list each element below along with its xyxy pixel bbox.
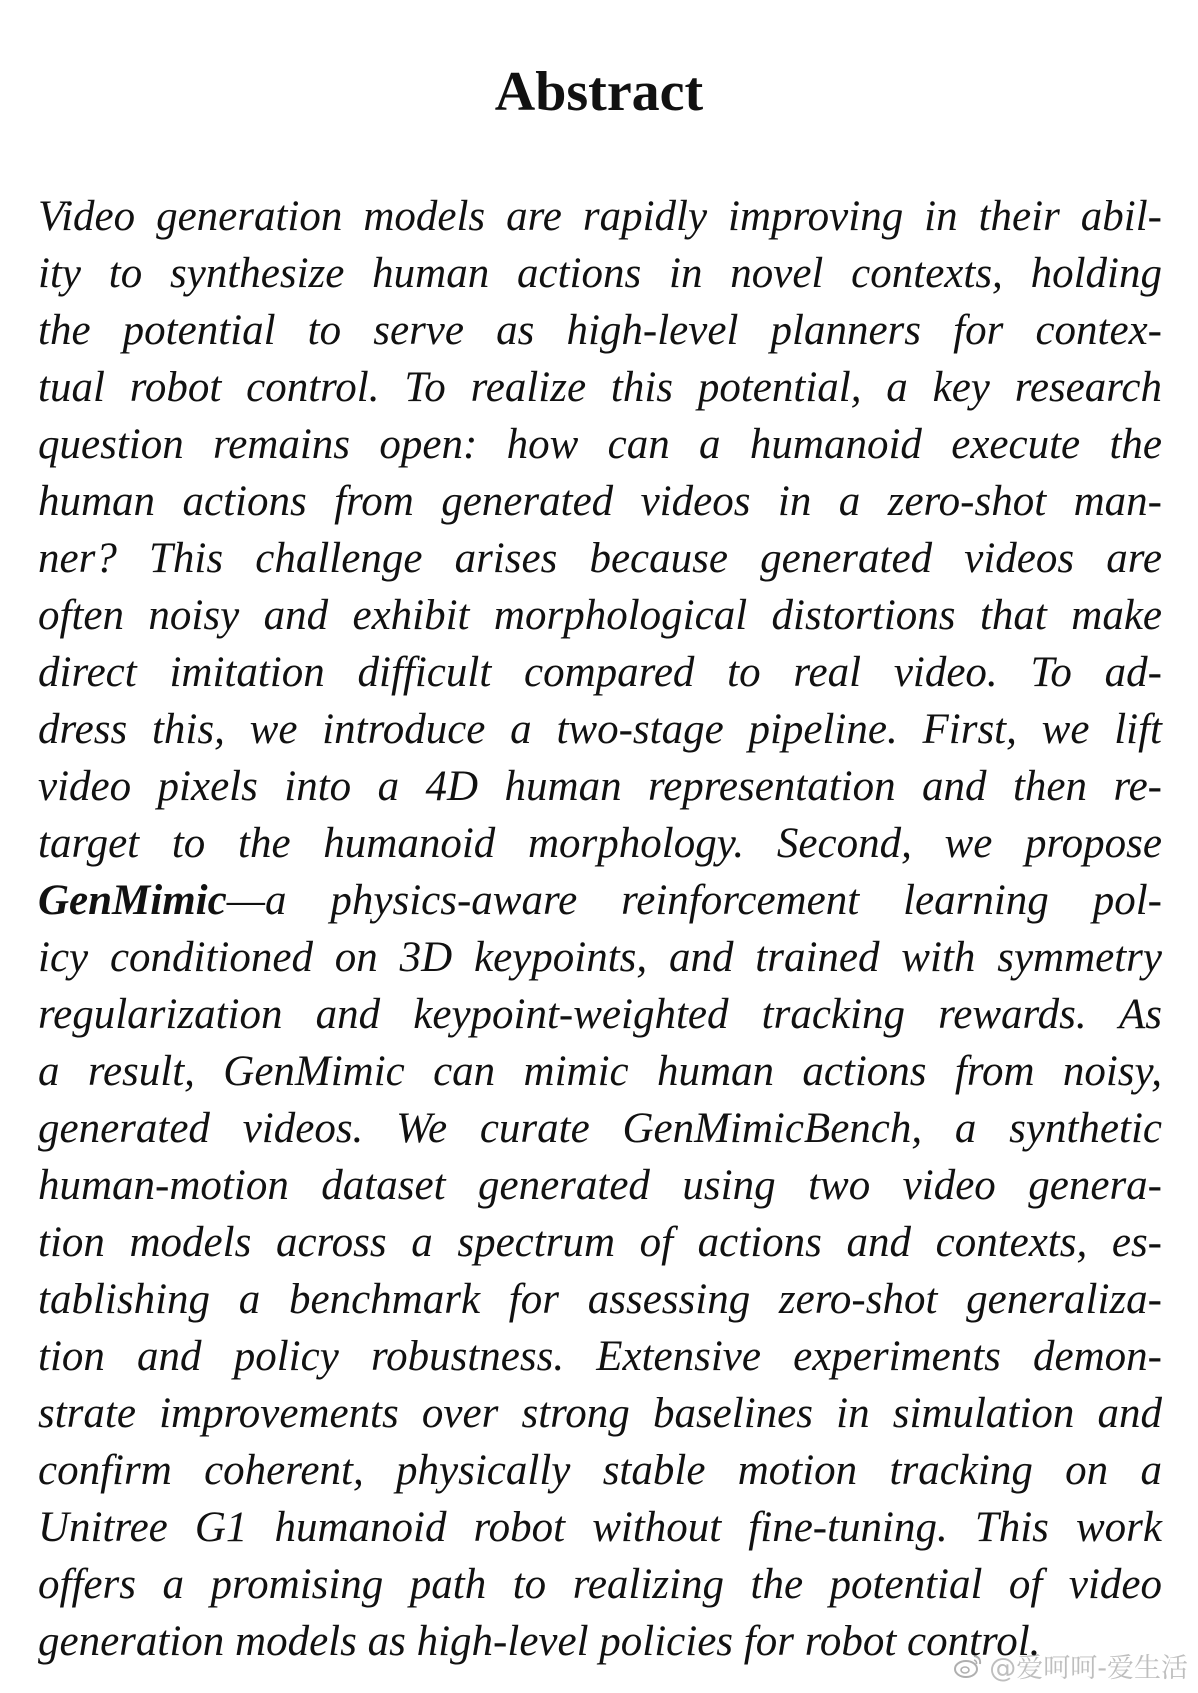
- abstract-line: human actions from generated videos in a zero-shot man-: [38, 478, 1162, 525]
- abstract-line: ity to synthesize human actions in novel contexts, holding: [38, 250, 1162, 297]
- abstract-line: tual robot control. To realize this potential, a key research: [38, 364, 1162, 411]
- abstract-line: dress this, we introduce a two-stage pipeline. First, we lift: [38, 706, 1162, 753]
- abstract-line: question remains open: how can a humanoid execute the: [38, 421, 1162, 468]
- abstract-line: Video generation models are rapidly improving in their abil-: [38, 193, 1162, 240]
- watermark: [953, 1646, 1188, 1685]
- abstract-line: direct imitation difficult compared to real video. To ad-: [38, 649, 1162, 696]
- weibo-icon: [953, 1653, 983, 1679]
- abstract-line: regularization and keypoint-weighted tracking rewards. As: [38, 991, 1162, 1038]
- abstract-line: offers a promising path to realizing the potential of video: [38, 1561, 1162, 1608]
- abstract-line: tion models across a spectrum of actions and contexts, es-: [38, 1219, 1162, 1266]
- abstract-body: [38, 188, 1162, 1670]
- abstract-line: a result, GenMimic can mimic human actions from noisy,: [38, 1048, 1162, 1095]
- watermark-text: @爱呵呵-爱生活: [989, 1653, 1188, 1684]
- abstract-line: ner? This challenge arises because generated videos are: [38, 535, 1162, 582]
- abstract-line: video pixels into a 4D human representation and then re-: [38, 763, 1162, 810]
- abstract-line-genmimic: [38, 872, 1162, 929]
- genmimic-line-rest: —a physics-aware reinforcement learning pol-: [226, 877, 1162, 924]
- abstract-line: icy conditioned on 3D keypoints, and trained with symmetry: [38, 934, 1162, 981]
- abstract-line-last: generation models as high-level policies for robot control.: [38, 1618, 1041, 1665]
- genmimic-bold-term: GenMimic: [38, 877, 227, 924]
- abstract-line: often noisy and exhibit morphological distortions that make: [38, 592, 1162, 639]
- abstract-heading: Abstract: [494, 61, 704, 123]
- abstract-line: target to the humanoid morphology. Second, we propose: [38, 820, 1162, 867]
- abstract-line: generated videos. We curate GenMimicBench, a synthetic: [38, 1105, 1162, 1152]
- abstract-line: human-motion dataset generated using two video genera-: [38, 1162, 1162, 1209]
- abstract-line: strate improvements over strong baselines in simulation and: [38, 1390, 1162, 1437]
- abstract-line: tion and policy robustness. Extensive experiments demon-: [38, 1333, 1162, 1380]
- abstract-line: the potential to serve as high-level planners for contex-: [38, 307, 1162, 354]
- abstract-line: Unitree G1 humanoid robot without fine-tuning. This work: [38, 1504, 1162, 1551]
- abstract-line: tablishing a benchmark for assessing zero-shot generaliza-: [38, 1276, 1162, 1323]
- abstract-line: confirm coherent, physically stable motion tracking on a: [38, 1447, 1162, 1494]
